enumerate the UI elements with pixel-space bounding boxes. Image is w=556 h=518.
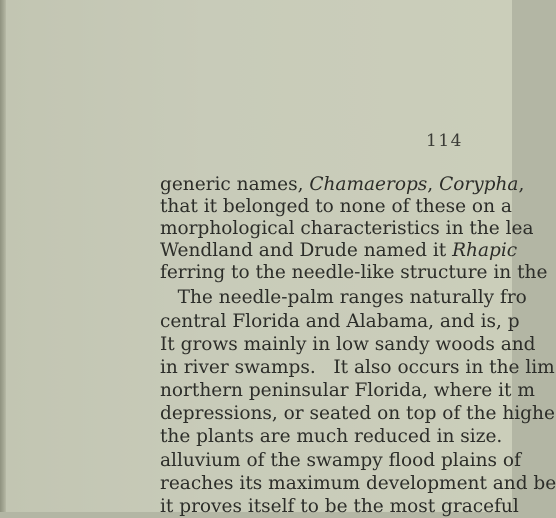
text-line: reaches its maximum development and be xyxy=(160,473,556,494)
text-line: northern peninsular Florida, where it m xyxy=(160,380,535,401)
text-line: morphological characteristics in the lea xyxy=(160,218,534,239)
text-line: the plants are much reduced in size. xyxy=(160,426,503,447)
text-line: It grows mainly in low sandy woods and xyxy=(160,334,536,355)
text-line: it proves itself to be the most graceful xyxy=(160,496,519,517)
text-line: in river swamps. It also occurs in the lim xyxy=(160,357,555,378)
text-line: ferring to the needle-like structure in the xyxy=(160,262,548,283)
body-text xyxy=(160,174,556,517)
text-line: alluvium of the swampy flood plains of xyxy=(160,450,521,471)
text-line: The needle-palm ranges naturally fro xyxy=(160,287,527,308)
text-line: generic names, Chamaerops, Corypha, xyxy=(160,174,525,195)
page-number: 114 xyxy=(426,131,463,151)
text-line: central Florida and Alabama, and is, p xyxy=(160,311,520,332)
text-line: Wendland and Drude named it Rhapic xyxy=(160,240,518,261)
text-line: that it belonged to none of these on a xyxy=(160,196,512,217)
text-line: depressions, or seated on top of the highe xyxy=(160,403,555,424)
